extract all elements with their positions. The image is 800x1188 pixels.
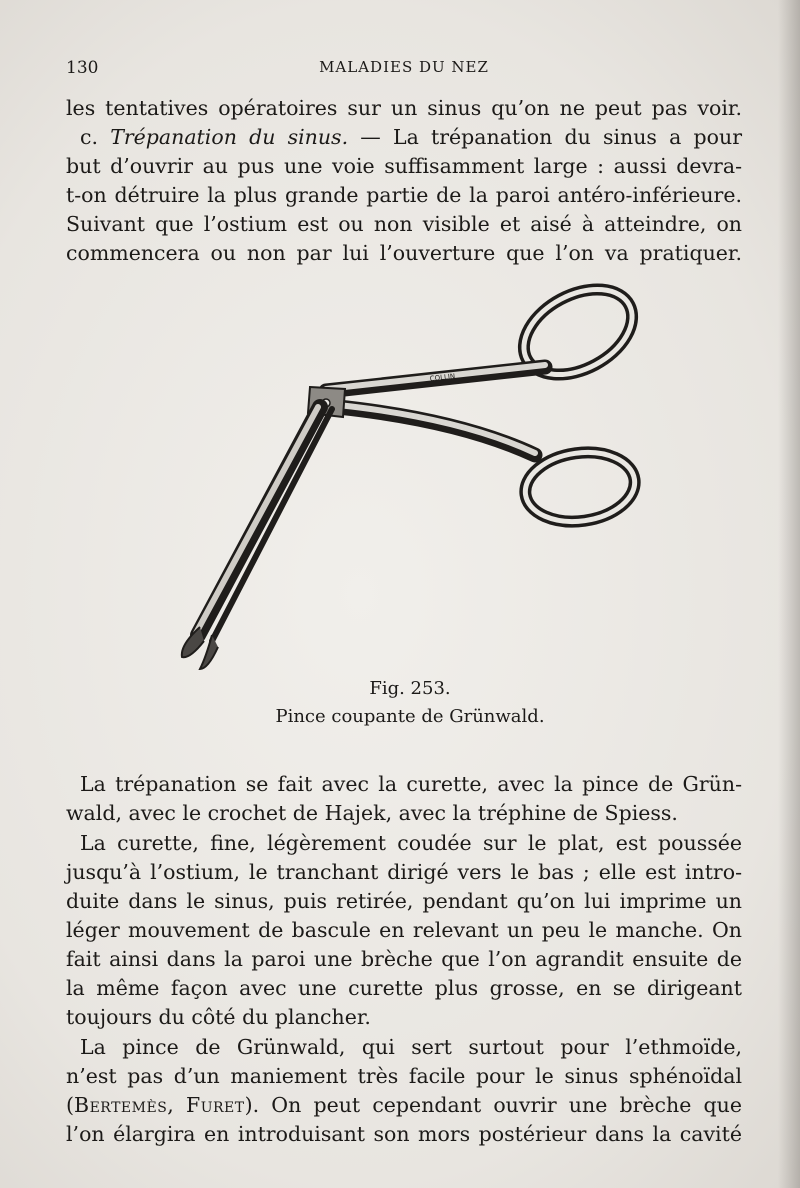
paragraph-5-line-1: La pince de Grünwald, qui sert surtout pour l’ethmoïde,	[80, 1035, 742, 1059]
paragraph-4-line-2: jusqu’à l’ostium, le tranchant dirigé vers le bas ; elle est intro-	[66, 860, 742, 884]
paragraph-5-line-4: l’on élargira en introduisant son mors postérieur dans la cavité	[66, 1122, 742, 1146]
paragraph-5	[66, 1033, 742, 1149]
section-label: c.	[80, 125, 98, 149]
paragraph-3-line-2: wald, avec le crochet de Hajek, avec la tréphine de Spiess.	[66, 801, 678, 825]
paragraph-2-line-1-rest: La trépanation du sinus a pour	[392, 125, 742, 149]
paragraph-4-line-1: La curette, fine, légèrement coudée sur le plat, est poussée	[80, 831, 742, 855]
author-separator: ,	[167, 1093, 186, 1117]
figure-number: Fig. 253.	[369, 678, 451, 699]
cutting-jaws	[182, 627, 218, 669]
paragraph-2-line-2: but d’ouvrir au pus une voie suffisamment large : aussi devra-	[66, 154, 742, 178]
em-dash: —	[360, 125, 381, 149]
top-text-block	[66, 94, 742, 268]
paragraph-4	[66, 829, 742, 1032]
paragraph-2-line-5: commencera ou non par lui l’ouverture que l’on va pratiquer.	[66, 241, 742, 265]
open-paren: (	[66, 1093, 74, 1117]
page-number: 130	[66, 58, 99, 78]
paragraph-5-line-3	[66, 1091, 742, 1120]
author-name: Bertemès	[74, 1093, 168, 1117]
bottom-text-block	[66, 770, 742, 1149]
page-header	[66, 58, 742, 82]
page-gutter-shadow	[778, 0, 800, 1188]
lower-handle-arm	[338, 405, 535, 455]
paragraph-4-line-5: fait ainsi dans la paroi une brèche que l’on agrandit ensuite de	[66, 947, 742, 971]
forceps-illustration	[160, 275, 660, 685]
paragraph-2-line-3: t-on détruire la plus grande partie de la paroi antéro-inférieure.	[66, 183, 742, 207]
paragraph-3	[66, 770, 742, 828]
paragraph-4-line-4: léger mouvement de bascule en relevant un peu le manche. On	[66, 918, 742, 942]
figure-title: Pince coupante de Grünwald.	[275, 706, 545, 727]
paragraph-2-line-4: Suivant que l’ostium est ou non visible et aisé à atteindre, on	[66, 212, 742, 236]
author-name: Furet	[185, 1093, 245, 1117]
paragraph-4-line-6: la même façon avec une curette plus grosse, en se dirigeant	[66, 976, 742, 1000]
paragraph-5-line-2: n’est pas d’un maniement très facile pour le sinus sphénoïdal	[66, 1064, 742, 1088]
forceps-shaft	[196, 407, 332, 641]
running-title: MALADIES DU NEZ	[319, 58, 489, 76]
paragraph-3-line-1: La trépanation se fait avec la curette, avec la pince de Grün-	[80, 772, 742, 796]
paragraph-2-line-1	[66, 123, 742, 152]
paragraph-5-line-3-rest: ). On peut cependant ouvrir une brèche que	[244, 1093, 742, 1117]
paragraph-4-line-7: toujours du côté du plancher.	[66, 1005, 371, 1029]
paragraph-4-line-3: duite dans le sinus, puis retirée, pendant qu’on lui imprime un	[66, 889, 742, 913]
paragraph-1-line: les tentatives opératoires sur un sinus qu’on ne peut pas voir.	[66, 96, 742, 120]
section-heading: Trépanation du sinus.	[110, 125, 349, 149]
maker-mark: COLLIN	[429, 372, 456, 383]
upper-handle-arm	[326, 365, 545, 391]
